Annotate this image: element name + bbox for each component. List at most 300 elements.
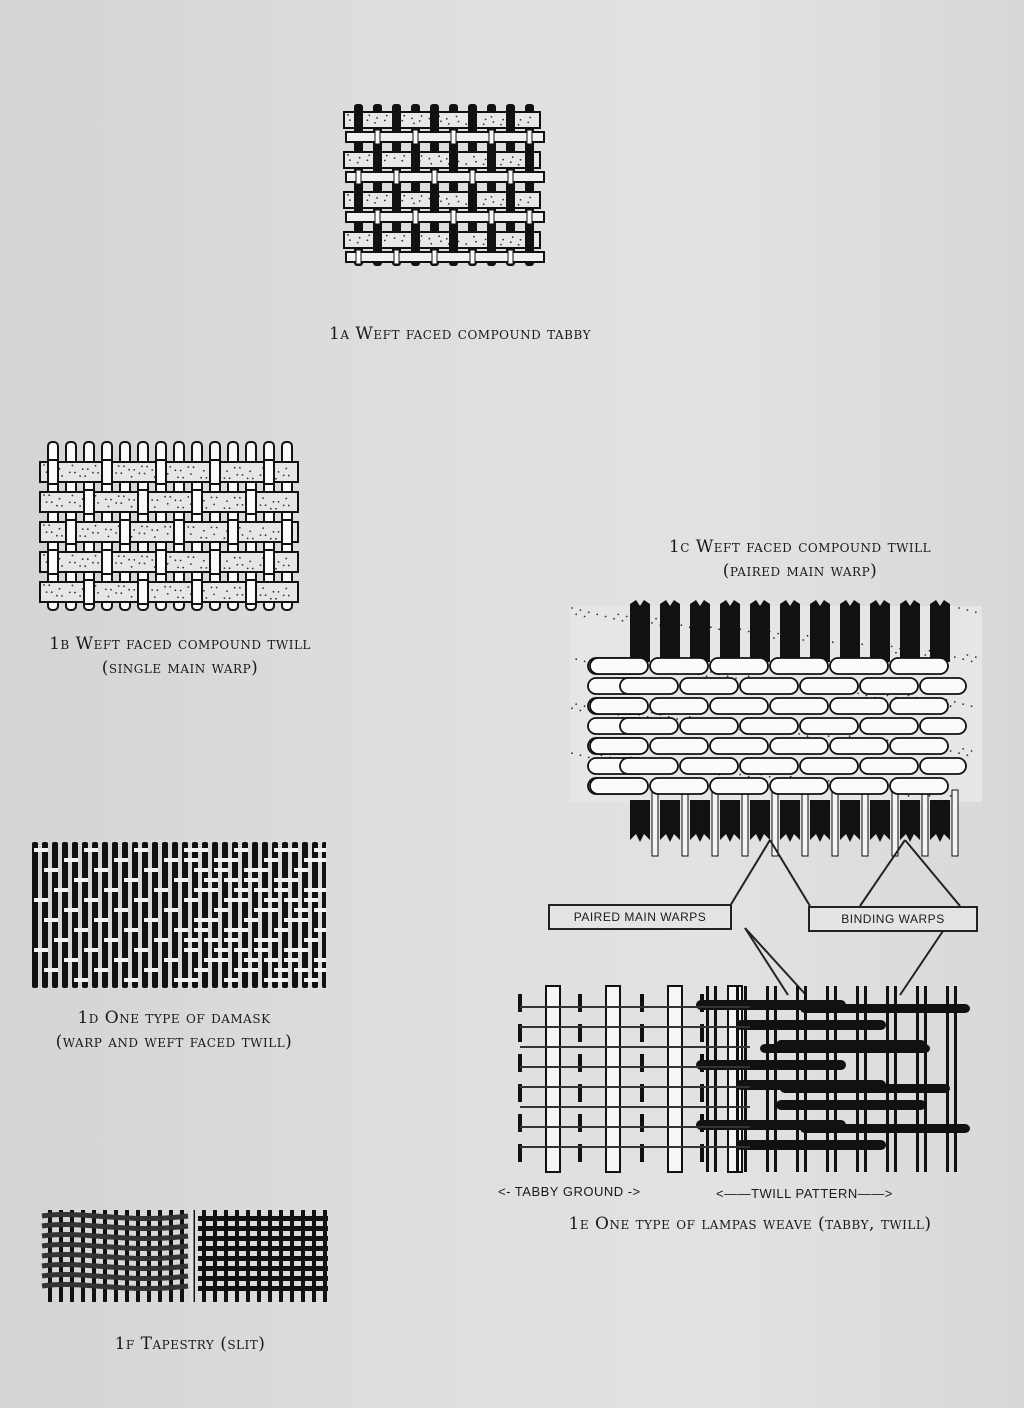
weft-thread [42, 1224, 188, 1228]
warp-float [228, 520, 238, 544]
weft-speckle [226, 590, 228, 592]
weft-float [800, 758, 858, 774]
weft-speckle [79, 505, 81, 507]
warp-thread [924, 986, 927, 1172]
weft-thread [198, 1256, 328, 1261]
weft-speckle [187, 556, 189, 558]
weft-float [84, 898, 98, 902]
paired-main-warp [870, 600, 890, 662]
weft-speckle [177, 567, 179, 569]
weft-speckle [164, 496, 166, 498]
figure-1d-diagram [28, 840, 326, 990]
binding-warp [640, 1054, 644, 1072]
weft-speckle [265, 594, 267, 596]
warp-float [156, 460, 166, 484]
weft-speckle [367, 239, 369, 241]
weft-speckle [128, 499, 130, 501]
weft-speckle [386, 235, 388, 237]
weft-speckle [971, 705, 973, 707]
weft-thread [42, 1264, 188, 1268]
weft-speckle [139, 472, 141, 474]
figure-1c-diagram [566, 600, 986, 862]
weft-speckle [187, 526, 189, 528]
weft-float [830, 658, 888, 674]
weft-speckle [260, 474, 262, 476]
weft-float [294, 968, 308, 972]
weft-speckle [475, 241, 477, 243]
weft-speckle [84, 565, 86, 567]
weft-speckle [190, 473, 192, 475]
binding-warp [394, 170, 399, 184]
binding-warp [432, 250, 437, 264]
paired-main-warp [780, 600, 800, 662]
weft-speckle [59, 498, 61, 500]
weft-speckle [167, 503, 169, 505]
weft-thread [198, 1236, 328, 1241]
weft-speckle [133, 469, 135, 471]
weft-speckle [146, 466, 148, 468]
pattern-weft-float [736, 1020, 886, 1030]
weft-float [620, 718, 678, 734]
weft-speckle [502, 119, 504, 121]
weft-speckle [769, 776, 771, 778]
weft-speckle [203, 560, 205, 562]
weft-speckle [527, 202, 529, 204]
weft-speckle [123, 495, 125, 497]
weft-float [114, 958, 128, 962]
binding-warp [451, 130, 456, 144]
weft-float [134, 898, 148, 902]
warp-thread [886, 986, 889, 1172]
pattern-weft-float [776, 1100, 926, 1110]
weft-speckle [180, 470, 182, 472]
caption-line-1: 1d One type of damask [77, 1008, 271, 1028]
figure-1b-caption [10, 632, 350, 680]
weft-float [680, 758, 738, 774]
warp-float [487, 151, 496, 169]
warp-thread [152, 842, 158, 988]
paired-main-warp [606, 986, 620, 1172]
weft-speckle [376, 197, 378, 199]
warp-thread [62, 842, 68, 988]
weft-speckle [278, 591, 280, 593]
weft-speckle [206, 597, 208, 599]
caption-line-1: 1b Weft faced compound twill [49, 634, 311, 654]
binding-warp [356, 250, 361, 264]
weft-speckle [950, 750, 952, 752]
weft-speckle [438, 235, 440, 237]
weft-speckle [72, 555, 74, 557]
warp-float [66, 520, 76, 544]
weft-speckle [61, 595, 63, 597]
warp-float [138, 490, 148, 514]
weft-speckle [958, 752, 960, 754]
weft-speckle [502, 239, 504, 241]
weft-speckle [242, 564, 244, 566]
warp-float [392, 191, 401, 209]
weft-speckle [349, 159, 351, 161]
weft-speckle [950, 705, 952, 707]
weft-speckle [401, 160, 403, 162]
weft-speckle [229, 567, 231, 569]
weft-float [770, 698, 828, 714]
weft-speckle [975, 656, 977, 658]
weft-float [194, 968, 208, 972]
weft-speckle [118, 465, 120, 467]
weft-speckle [403, 115, 405, 117]
weft-float [830, 698, 888, 714]
weft-float [284, 848, 298, 852]
binding-warp [375, 210, 380, 224]
weft-speckle [278, 471, 280, 473]
weft-speckle [169, 526, 171, 528]
weft-float [920, 758, 966, 774]
weft-speckle [421, 115, 423, 117]
binding-warp [489, 130, 494, 144]
weft-float [234, 898, 248, 902]
weft-float [34, 898, 48, 902]
weft-speckle [242, 504, 244, 506]
weft-speckle [421, 195, 423, 197]
weft-speckle [133, 499, 135, 501]
weft-speckle [56, 595, 58, 597]
weft-speckle [74, 592, 76, 594]
weft-speckle [520, 239, 522, 241]
weft-speckle [108, 536, 110, 538]
figure-1c-caption [610, 535, 990, 583]
weft-speckle [139, 562, 141, 564]
weft-float [124, 878, 138, 882]
weft-speckle [500, 204, 502, 206]
weft-float [184, 948, 198, 952]
weft-speckle [203, 530, 205, 532]
weft-speckle [193, 466, 195, 468]
weft-speckle [229, 477, 231, 479]
warp-float [430, 191, 439, 209]
weft-speckle [575, 658, 577, 660]
weft-float [244, 918, 258, 922]
weft-float [314, 858, 326, 862]
weft-speckle [413, 123, 415, 125]
warp-float [192, 490, 202, 514]
weft-speckle [483, 123, 485, 125]
weft-float [770, 658, 828, 674]
weft-speckle [97, 502, 99, 504]
warp-float [282, 520, 292, 544]
weft-float [304, 898, 318, 902]
weft-speckle [368, 154, 370, 156]
weft-speckle [419, 200, 421, 202]
weft-speckle [203, 500, 205, 502]
weft-speckle [69, 502, 71, 504]
weft-speckle [177, 507, 179, 509]
weft-float [254, 948, 268, 952]
warp-float [411, 151, 420, 169]
weft-speckle [438, 155, 440, 157]
weft-float [264, 908, 278, 912]
weft-speckle [213, 594, 215, 596]
weft-float [770, 778, 828, 794]
binding-warp [518, 1114, 522, 1132]
weft-speckle [473, 236, 475, 238]
weft-speckle [169, 466, 171, 468]
weft-speckle [229, 507, 231, 509]
weft-speckle [108, 506, 110, 508]
weft-speckle [275, 508, 277, 510]
warp-float [156, 550, 166, 574]
weft-float [304, 978, 318, 982]
weft-speckle [260, 564, 262, 566]
weft-speckle [43, 494, 45, 496]
weft-speckle [43, 584, 45, 586]
warp-thread [302, 842, 308, 988]
warp-thread [322, 842, 326, 988]
weft-speckle [118, 495, 120, 497]
binding-warp [640, 1114, 644, 1132]
warp-float [102, 550, 112, 574]
weft-speckle [154, 596, 156, 598]
weft-speckle [128, 559, 130, 561]
weft-speckle [748, 675, 750, 677]
weft-float [84, 848, 98, 852]
weft-speckle [72, 495, 74, 497]
weft-speckle [61, 475, 63, 477]
weft-speckle [239, 467, 241, 469]
pattern-weft-float [780, 1084, 950, 1093]
weft-thread [40, 522, 298, 542]
binding-warp [489, 210, 494, 224]
weft-thread [42, 1254, 188, 1258]
weft-speckle [128, 589, 130, 591]
weft-speckle [84, 535, 86, 537]
weft-speckle [157, 499, 159, 501]
weft-speckle [151, 499, 153, 501]
warp-float [138, 580, 148, 604]
weft-float [740, 678, 798, 694]
weft-speckle [74, 562, 76, 564]
weft-speckle [144, 533, 146, 535]
warp-thread [232, 842, 238, 988]
weft-speckle [401, 240, 403, 242]
weft-speckle [367, 119, 369, 121]
weft-speckle [828, 735, 830, 737]
binding-warp [518, 994, 522, 1012]
weft-speckle [368, 114, 370, 116]
weft-float [214, 908, 228, 912]
weft-thread [198, 1266, 328, 1271]
weft-speckle [273, 501, 275, 503]
caption-text: 1e One type of lampas weave (tabby, twill) [568, 1214, 932, 1234]
weft-float [770, 738, 828, 754]
warp-float [449, 231, 458, 249]
weft-speckle [401, 200, 403, 202]
warp-thread [954, 986, 957, 1172]
weft-float [234, 848, 248, 852]
weft-speckle [154, 506, 156, 508]
weft-speckle [347, 114, 349, 116]
weft-speckle [151, 589, 153, 591]
weft-speckle [247, 538, 249, 540]
paired-main-warp [546, 986, 560, 1172]
weft-speckle [446, 118, 448, 120]
weft-speckle [465, 123, 467, 125]
weft-float [214, 948, 228, 952]
weft-speckle [46, 531, 48, 533]
callout-paired-main-warps [548, 904, 732, 930]
weft-speckle [182, 477, 184, 479]
weft-speckle [958, 607, 960, 609]
warp-float [487, 231, 496, 249]
weft-speckle [483, 163, 485, 165]
weft-speckle [242, 594, 244, 596]
weft-speckle [908, 795, 910, 797]
weft-speckle [456, 116, 458, 118]
weft-speckle [206, 537, 208, 539]
weft-speckle [115, 472, 117, 474]
figure-1f-diagram [38, 1206, 334, 1306]
weft-float [194, 848, 208, 852]
weft-speckle [249, 531, 251, 533]
weft-float [224, 858, 238, 862]
warp-thread [916, 986, 919, 1172]
warp-float [246, 490, 256, 514]
weft-speckle [164, 586, 166, 588]
weft-speckle [146, 556, 148, 558]
warp-float [468, 111, 477, 129]
weft-speckle [216, 497, 218, 499]
weft-speckle [48, 524, 50, 526]
weft-speckle [175, 469, 177, 471]
tabby-ground-label [498, 1184, 641, 1199]
weft-speckle [270, 508, 272, 510]
weft-speckle [485, 239, 487, 241]
paired-main-warp [810, 600, 830, 662]
weft-float [144, 968, 158, 972]
weft-speckle [175, 589, 177, 591]
weft-float [710, 658, 768, 674]
paired-main-warp [750, 600, 770, 662]
weft-speckle [485, 199, 487, 201]
weft-speckle [473, 156, 475, 158]
weft-speckle [617, 614, 619, 616]
weft-speckle [270, 538, 272, 540]
weft-speckle [95, 465, 97, 467]
weft-speckle [43, 524, 45, 526]
weft-speckle [87, 558, 89, 560]
weft-speckle [518, 164, 520, 166]
weft-speckle [115, 502, 117, 504]
weft-speckle [374, 122, 376, 124]
paired-main-warp [840, 600, 860, 662]
weft-speckle [187, 496, 189, 498]
weft-speckle [252, 568, 254, 570]
weft-speckle [141, 526, 143, 528]
callout-label: BINDING WARPS [841, 912, 945, 926]
figure-1e-caption [520, 1212, 980, 1236]
weft-float [244, 968, 258, 972]
weft-speckle [206, 567, 208, 569]
weft-speckle [403, 195, 405, 197]
weft-speckle [141, 466, 143, 468]
weft-speckle [260, 594, 262, 596]
weft-speckle [203, 470, 205, 472]
weft-thread [42, 1284, 188, 1288]
weft-speckle [962, 748, 964, 750]
weft-speckle [187, 586, 189, 588]
weft-speckle [175, 499, 177, 501]
weft-float [264, 938, 278, 942]
weft-speckle [777, 633, 779, 635]
warp-thread [222, 842, 228, 988]
weft-speckle [213, 534, 215, 536]
warp-thread [132, 842, 138, 988]
weft-float [204, 878, 218, 882]
warp-thread [72, 842, 78, 988]
weft-speckle [596, 614, 598, 616]
weft-float [184, 938, 198, 942]
weft-speckle [429, 238, 431, 240]
weft-speckle [727, 675, 729, 677]
weft-float [164, 908, 178, 912]
weft-float [920, 718, 966, 734]
weft-speckle [575, 614, 577, 616]
weft-speckle [283, 505, 285, 507]
weft-speckle [92, 562, 94, 564]
weft-speckle [252, 478, 254, 480]
weft-float [224, 978, 238, 982]
weft-float [244, 958, 258, 962]
weft-speckle [265, 504, 267, 506]
weft-float [294, 868, 308, 872]
weft-speckle [74, 472, 76, 474]
binding-warp [640, 994, 644, 1012]
weft-speckle [374, 202, 376, 204]
weft-speckle [288, 505, 290, 507]
weft-float [74, 978, 88, 982]
weft-speckle [249, 471, 251, 473]
weft-speckle [386, 195, 388, 197]
weft-float [234, 888, 248, 892]
weft-speckle [861, 643, 863, 645]
weft-float [314, 958, 326, 962]
binding-warp [413, 210, 418, 224]
weft-float [830, 778, 888, 794]
warp-float [506, 191, 515, 209]
weft-speckle [512, 156, 514, 158]
weft-float [144, 918, 158, 922]
weft-speckle [193, 526, 195, 528]
weft-float [294, 918, 308, 922]
ground-weft [520, 1026, 750, 1028]
weft-thread [198, 1286, 328, 1291]
warp-float [174, 520, 184, 544]
weft-speckle [236, 504, 238, 506]
weft-speckle [120, 562, 122, 564]
weft-speckle [285, 588, 287, 590]
weft-speckle [500, 244, 502, 246]
weft-float [740, 758, 798, 774]
weft-speckle [59, 528, 61, 530]
caption-line-2: (warp and weft faced twill) [55, 1032, 293, 1052]
weft-speckle [283, 565, 285, 567]
weft-speckle [386, 115, 388, 117]
figure-1e-diagram [500, 980, 990, 1180]
warp-float [264, 460, 274, 484]
binding-warp [413, 130, 418, 144]
weft-speckle [144, 473, 146, 475]
warp-thread [202, 842, 208, 988]
weft-speckle [359, 157, 361, 159]
